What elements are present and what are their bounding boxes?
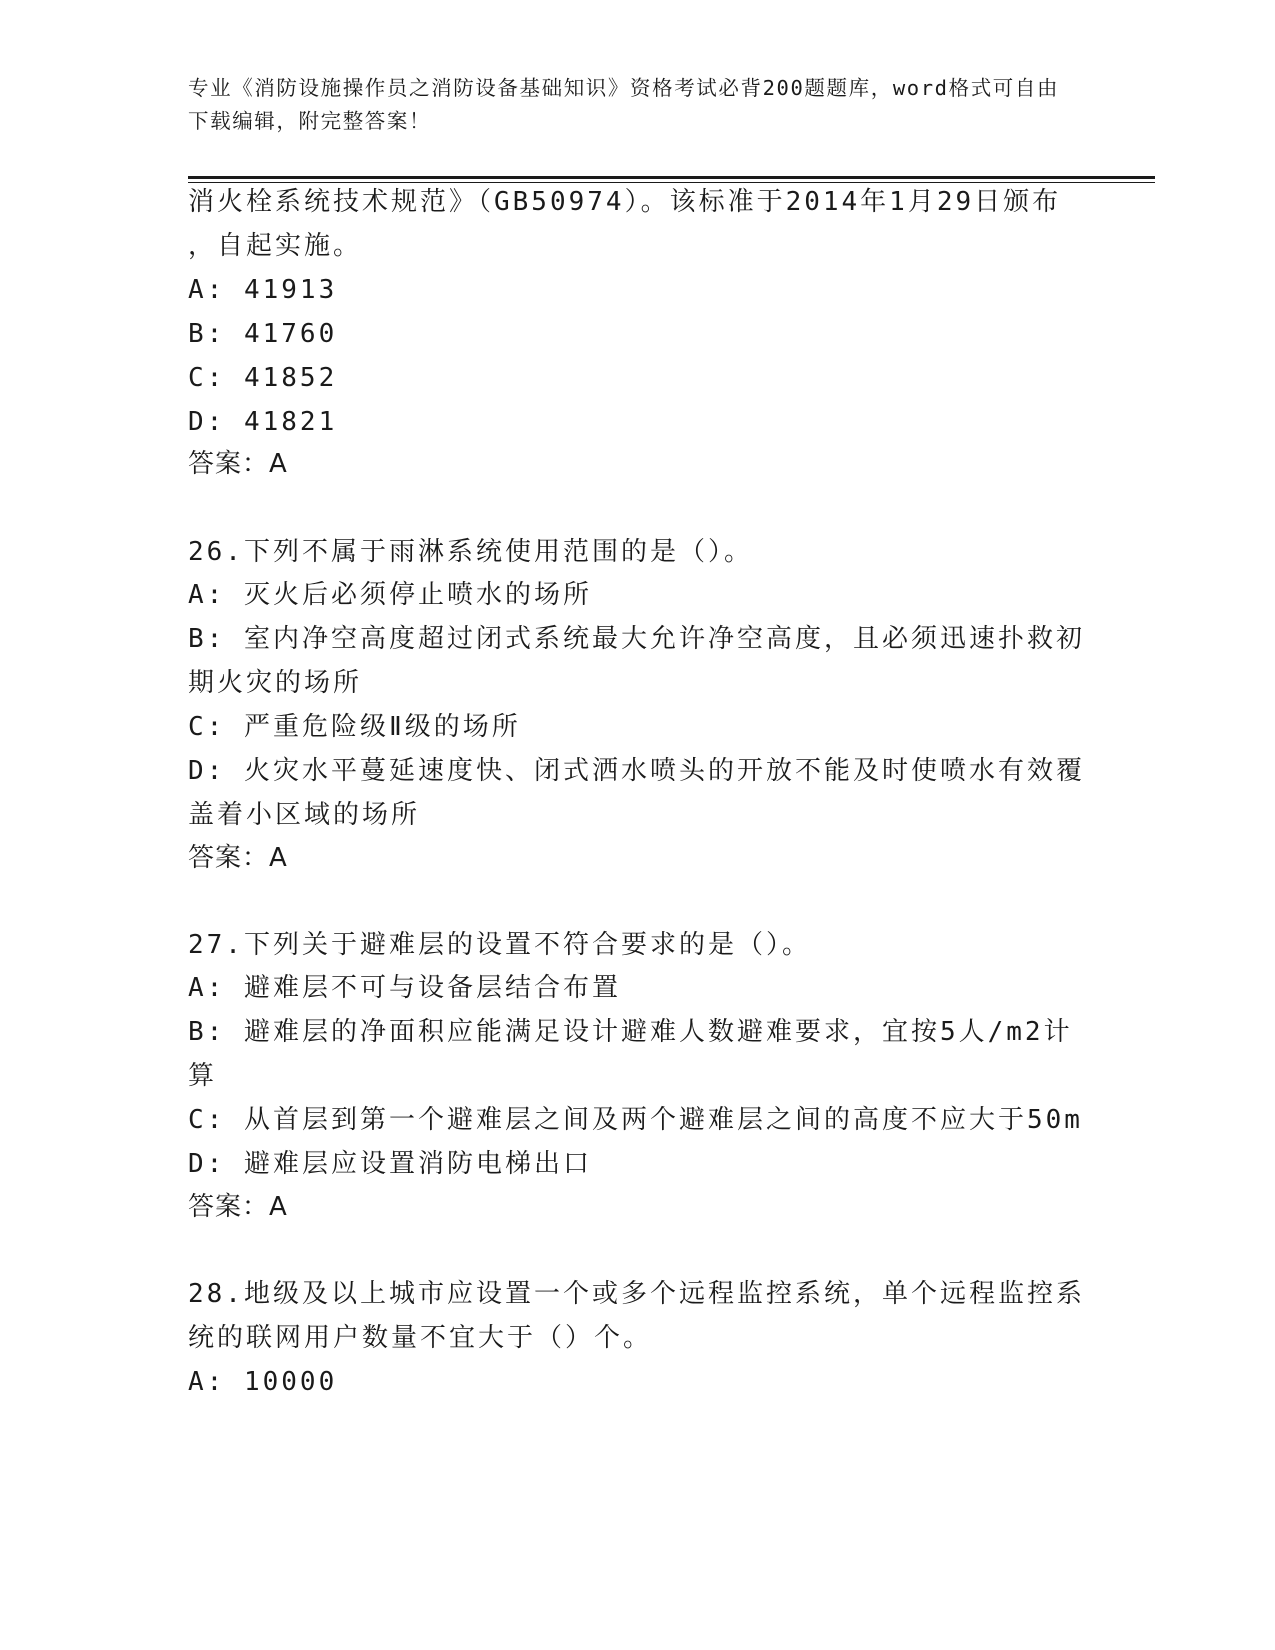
question-26-option-c: C: 严重危险级Ⅱ级的场所 (188, 712, 521, 742)
question-25-option-c: C: 41852 (188, 363, 338, 393)
question-25-option-d: D: 41821 (188, 407, 338, 437)
question-25-answer: 答案：A (188, 449, 288, 479)
question-26-option-b-line-1: B: 室内净空高度超过闭式系统最大允许净空高度，且必须迅速扑救初 (188, 624, 1085, 654)
question-25-option-a: A: 41913 (188, 275, 338, 305)
question-26-option-d-line-2: 盖着小区域的场所 (188, 800, 421, 830)
question-27-option-d: D: 避难层应设置消防电梯出口 (188, 1149, 592, 1179)
question-25-text-line-1: 消火栓系统技术规范》（GB50974）。该标准于2014年1月29日颁布 (188, 187, 1062, 217)
question-27-answer: 答案：A (188, 1192, 288, 1222)
question-26-text: 26.下列不属于雨淋系统使用范围的是（）。 (188, 537, 753, 567)
question-28-option-a: A: 10000 (188, 1367, 338, 1397)
question-28-text-line-2: 统的联网用户数量不宜大于（）个。 (188, 1323, 653, 1353)
header-rule-thin (188, 182, 1155, 183)
question-26-option-a: A: 灭火后必须停止喷水的场所 (188, 580, 592, 610)
document-header: 专业《消防设施操作员之消防设备基础知识》资格考试必背200题题库，word格式可自由下载编辑，附完整答案！ (188, 76, 1060, 133)
question-27-option-b-line-1: B: 避难层的净面积应能满足设计避难人数避难要求，宜按5人/m2计 (188, 1017, 1073, 1047)
question-26-option-d-line-1: D: 火灾水平蔓延速度快、闭式洒水喷头的开放不能及时使喷水有效覆 (188, 756, 1085, 786)
question-26-option-b-line-2: 期火灾的场所 (188, 668, 363, 698)
question-27-option-c: C: 从首层到第一个避难层之间及两个避难层之间的高度不应大于50m (188, 1105, 1083, 1135)
header-rule-thick (188, 176, 1155, 179)
question-25-option-b: B: 41760 (188, 319, 338, 349)
question-27-option-a: A: 避难层不可与设备层结合布置 (188, 973, 621, 1003)
question-27-text: 27.下列关于避难层的设置不符合要求的是（）。 (188, 930, 811, 960)
question-27-option-b-line-2: 算 (188, 1061, 218, 1091)
question-26-answer: 答案：A (188, 843, 288, 873)
question-28-text-line-1: 28.地级及以上城市应设置一个或多个远程监控系统，单个远程监控系 (188, 1279, 1085, 1309)
question-25-text-line-2: ，自起实施。 (188, 231, 363, 261)
